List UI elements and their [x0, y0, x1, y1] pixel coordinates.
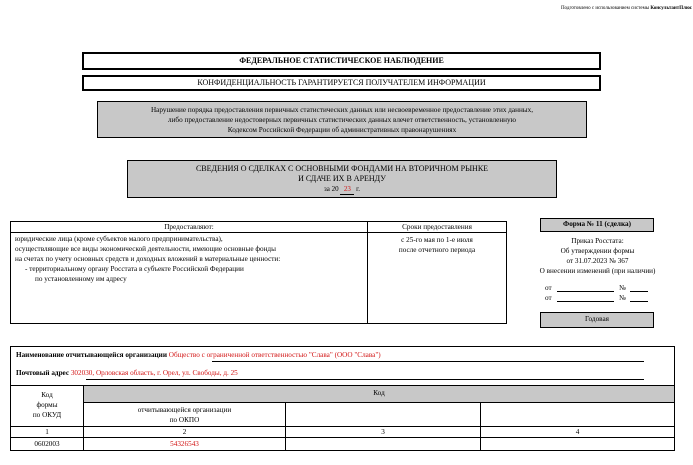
form-name-box	[540, 218, 654, 232]
consultant-brand: КонсультантПлюс	[650, 6, 692, 11]
amendment-date-field-1[interactable]	[557, 291, 614, 292]
submitters-body	[10, 232, 368, 324]
federal-banner	[82, 52, 601, 70]
col-num-4-text: 4	[575, 428, 580, 436]
report-title-line-2: И СДАЧЕ ИХ В АРЕНДУ	[298, 174, 386, 183]
deadlines-body	[367, 232, 507, 324]
amendment-from-label: от	[545, 294, 552, 302]
okud-header	[10, 385, 84, 427]
periodicity-text: Годовая	[585, 315, 609, 323]
code-group-header-text: Код	[373, 389, 385, 397]
deadline-line-2: после отчетного периода	[398, 246, 476, 254]
form-name: Форма № 11 (сделка)	[563, 220, 631, 228]
year-suffix: г.	[356, 185, 360, 193]
org-name-underline	[212, 361, 644, 362]
org-name-row	[16, 350, 656, 360]
col3-header	[285, 402, 481, 427]
year-prefix: за 20	[324, 185, 339, 193]
amendment-num-label: №	[619, 284, 626, 292]
confidential-banner	[82, 75, 601, 91]
amendment-num-label: №	[619, 294, 626, 302]
amendment-num-field-1[interactable]	[630, 291, 648, 292]
prepared-note	[522, 6, 692, 11]
submitters-line-2: осуществляющие все виды экономической деятельности, имеющие основные фонды	[15, 245, 276, 253]
col4-header	[480, 402, 675, 427]
amendment-row-2	[545, 293, 665, 303]
order-line-4: О внесении изменений (при наличии)	[539, 267, 656, 275]
order-line-3: от 31.07.2023 № 367	[566, 257, 629, 265]
report-title-line-1: СВЕДЕНИЯ О СДЕЛКАХ С ОСНОВНЫМИ ФОНДАМИ НА ВТОРИЧНОМ РЫНКЕ	[195, 164, 489, 173]
report-title-box	[127, 160, 557, 198]
okud-header-line-3: по ОКУД	[32, 411, 62, 419]
warning-line-1: Нарушение порядка предоставления первичных статистических данных или несвоевременное предоставление этих данных,	[150, 106, 534, 114]
okud-header-line-2: формы	[36, 401, 58, 409]
org-name-value[interactable]: Общество с ограниченной ответственностью "Слава" (ООО "Слава")	[168, 351, 381, 359]
okpo-header	[83, 402, 286, 427]
okud-value: 0602003	[34, 440, 60, 448]
year-value[interactable]: 23	[340, 184, 354, 195]
org-address-label: Почтовый адрес	[16, 369, 70, 377]
amendment-from-label: от	[545, 284, 552, 292]
submitters-line-1: юридические лица (кроме субъектов малого предпринимательства),	[15, 235, 223, 243]
order-line-2: Об утверждении формы	[560, 247, 635, 255]
deadlines-header-text: Сроки предоставления	[402, 223, 472, 231]
form-order-block	[520, 236, 675, 276]
warning-banner	[97, 101, 587, 138]
submitters-header-text: Предоставляют:	[164, 223, 214, 231]
col3-value-cell[interactable]	[285, 437, 481, 451]
code-group-header	[83, 385, 675, 403]
confidential-banner-text: КОНФИДЕНЦИАЛЬНОСТЬ ГАРАНТИРУЕТСЯ ПОЛУЧАТЕЛЕМ ИНФОРМАЦИИ	[197, 78, 486, 87]
prepared-note-text: Подготовлено с использованием системы	[560, 6, 650, 11]
col-num-3-text: 3	[381, 428, 385, 436]
okud-value-cell[interactable]	[10, 437, 84, 451]
org-name-label: Наименование отчитывающейся организации	[16, 351, 167, 359]
amendment-date-field-2[interactable]	[557, 301, 614, 302]
amendment-num-field-2[interactable]	[630, 301, 648, 302]
warning-line-2: либо предоставление недостоверных первичных статистических данных влечет ответственность, установленную	[168, 116, 516, 124]
submitters-line-3: на счетах по учету основных средств и доходных вложений в материальные ценности:	[15, 255, 281, 263]
okpo-header-line-2: по ОКПО	[169, 416, 200, 424]
org-address-value[interactable]: 302030, Орловская область, г. Орел, ул. Свободы, д. 25	[70, 369, 238, 377]
warning-line-3: Кодексом Российской Федерации об административных правонарушениях	[227, 126, 457, 134]
order-line-1: Приказ Росстата:	[571, 237, 624, 245]
org-address-underline	[86, 379, 644, 380]
federal-banner-text: ФЕДЕРАЛЬНОЕ СТАТИСТИЧЕСКОЕ НАБЛЮДЕНИЕ	[239, 56, 444, 65]
report-year	[128, 184, 556, 195]
okpo-value: 54326543	[170, 440, 199, 448]
periodicity-box	[540, 312, 654, 328]
col-num-1-text: 1	[45, 428, 49, 436]
okpo-value-cell[interactable]	[83, 437, 286, 451]
col4-value-cell[interactable]	[480, 437, 675, 451]
org-address-row	[16, 368, 656, 378]
submitters-line-4: - территориальному органу Росстата в субъекте Российской Федерации	[25, 265, 244, 273]
okud-header-line-1: Код	[41, 391, 53, 399]
okpo-header-line-1: отчитывающейся организации	[137, 406, 232, 414]
submitters-line-5: по установленному им адресу	[35, 275, 127, 283]
amendment-row-1	[545, 283, 665, 293]
col-num-2-text: 2	[182, 428, 187, 436]
deadline-line-1: с 25-го мая по 1-е июля	[401, 236, 473, 244]
